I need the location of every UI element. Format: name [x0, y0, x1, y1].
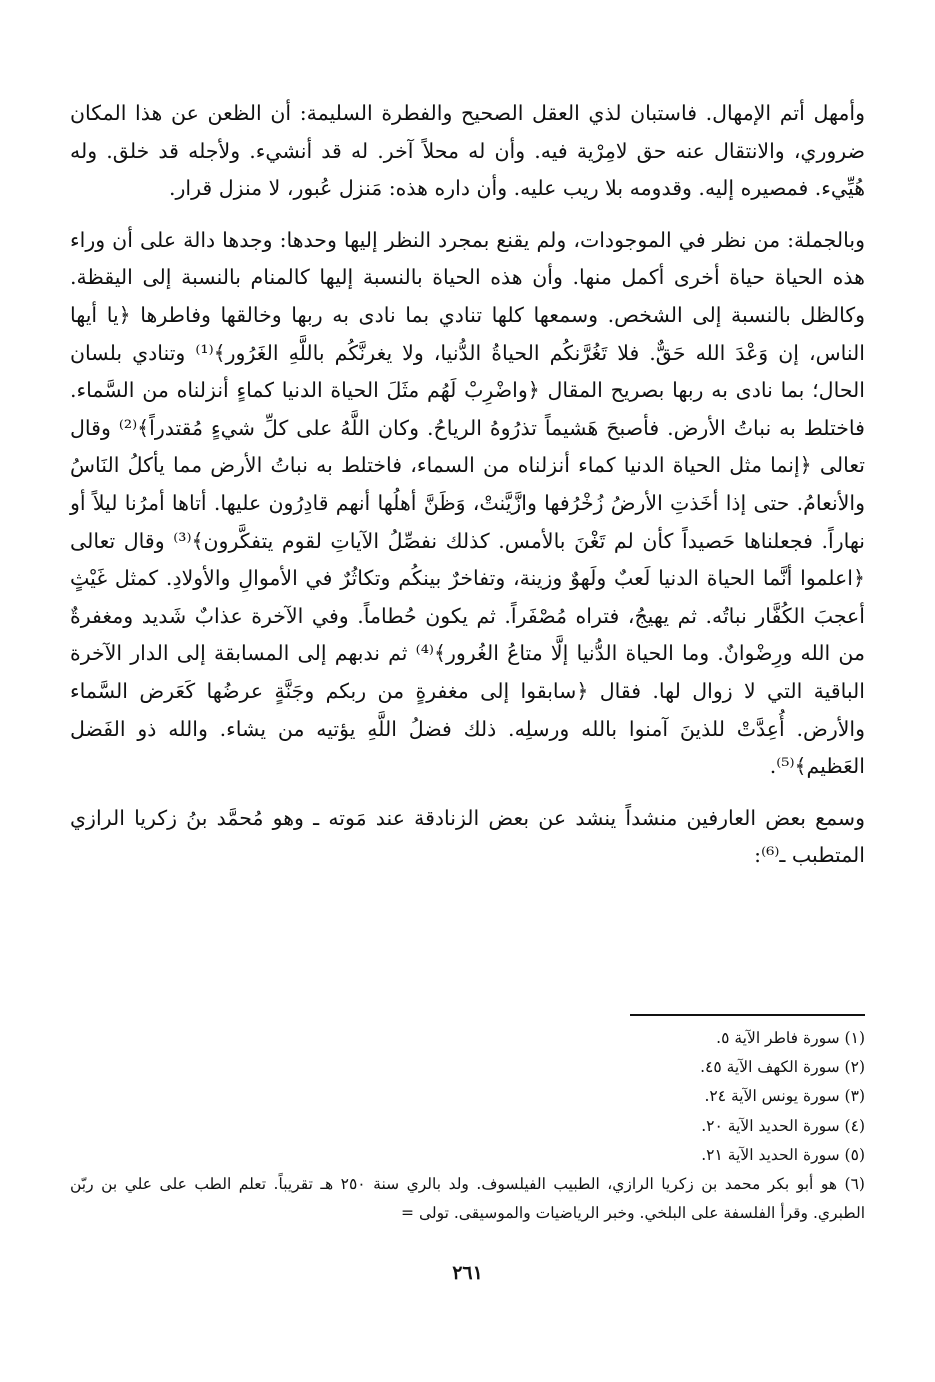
footnote-text: سورة يونس الآية ٢٤. [704, 1087, 840, 1106]
paragraph: وأمهل أتم الإمهال. فاستبان لذي العقل الصحيح والفطرة السليمة: أن الظعن عن هذا المكان ضروري، والانتقال عنه حق لامِرْية فيه. وأن له محلاً آخر. له قد أنشيء. ولأجله قد خلق. وله هُيِّيء. فمصيره إليه. وقدومه بلا ريب عليه. وأن داره هذه: مَنزل عُبور، لا منزل قرار. [70, 101, 865, 201]
footnote-item [70, 1170, 865, 1228]
footnote-text: هو أبو بكر محمد بن زكريا الرازي، الطبيب الفيلسوف. ولد بالري سنة ٢٥٠ هـ تقريباً. تعلم الطب على علي بن ربّن الطبري. وقرأ الفلسفة على البلخي. وخبر الرياضيات والموسيقى. تولى = [70, 1175, 865, 1223]
footnote-marker: (٣) [844, 1087, 865, 1106]
footnote-item [70, 1112, 865, 1141]
footnote-item [70, 1024, 865, 1053]
footnote-item [70, 1082, 865, 1111]
footnote-marker: (١) [844, 1029, 865, 1047]
footnote-marker: (٤) [844, 1116, 865, 1135]
footnote-item [70, 1053, 865, 1082]
footnote-text: سورة الكهف الآية ٤٥. [700, 1058, 840, 1077]
paragraph: وسمع بعض العارفين منشداً ينشد عن بعض الزنادقة عند مَوته ـ وهو مُحمَّد بنُ زكريا الرازي المتطبب ـ⁽⁶⁾: [70, 805, 865, 868]
paragraph: وبالجملة: من نظر في الموجودات، ولم يقنع بمجرد النظر إليها وحدها: وجدها دالة على أن وراء هذه الحياة حياة أخرى أكمل منها. وأن هذه الحياة بالنسبة إليها كالمنام بالنسبة إلى اليقظة. وكالظل بالنسبة إلى الشخص. وسمعها كلها تنادي بما نادى به ربها وخالقها وفاطرها ﴿يا أيها الناس، إن وَعْدَ الله حَقٌّ. فلا تَغُرَّنكُم الحياةُ الدُّنيا، ولا يغرنَّكُم باللَّهِ الغَرُور﴾⁽¹⁾ وتنادي بلسان الحال؛ بما نادى به ربها بصريح المقال ﴿واضْرِبْ لَهُم مثَلَ الحياة الدنيا كماءٍ أنزلناه من السَّماء. فاختلط به نباتُ الأرض. فأصبحَ هَشيماً تذرُوهُ الرياحُ. وكان اللَّهُ على كلِّ شيءٍ مُقتدراً﴾⁽²⁾ وقال تعالى ﴿إنما مثل الحياة الدنيا كماء أنزلناه من السماء، فاختلط به نباتُ الأرض مما يأكلُ النَاسُ والأنعامُ. حتى إذا أخَذتِ الأرضُ زُخْرُفها وازَّيَّنتْ، وَظَنَّ أهلُها أنهم قادِرُون عليها. أتاها أمرُنا ليلاً أو نهاراً. فجعلناها حَصيداً كأن لم تَغْنَ بالأمس. كذلك نفصِّلُ الآياتِ لقوم يتفكَّرون﴾⁽³⁾ وقال تعالى ﴿اعلموا أنَّما الحياة الدنيا لَعبٌ ولَهوٌ وزينة، وتفاخرٌ بينكُم وتكاثُرٌ في الأموالِ والأولادِ. كمثل غَيْثٍ أعجبَ الكُفَّار نباتُه. ثم يهيجُ، فتراه مُصْفَراً. ثم يكون حُطاماً. وفي الآخرة عذابٌ شَديد ومغفرةٌ من الله ورِضْوانٌ. وما الحياة الدُّنيا إلَّا متاعُ الغُرور﴾⁽⁴⁾ ثم ندبهم إلى المسابقة إلى الدار الآخرة الباقية التي لا زوال لها. فقال ﴿سابقوا إلى مغفرةٍ من ربكم وجَنَّةٍ عرضُها كَعَرض السَّماء والأرض. أُعِدَّتْ للذينَ آمنوا بالله ورسلِه. ذلك فضلُ اللَّهِ يؤتيه من يشاء. والله ذو الفَضل العَظيم﴾⁽⁵⁾. [70, 227, 865, 779]
footnote-text: سورة فاطر الآية ٥. [716, 1029, 840, 1047]
main-text [70, 95, 865, 875]
footnote-marker: (٦) [844, 1175, 865, 1194]
footnote-text: سورة الحديد الآية ٢١. [701, 1145, 840, 1164]
footnote-marker: (٢) [844, 1058, 865, 1077]
footnote-text: سورة الحديد الآية ٢٠. [701, 1116, 840, 1135]
footnote-divider [630, 1014, 865, 1016]
footnote-item [70, 1141, 865, 1170]
footnotes-list [70, 1024, 865, 1228]
page-number: ٢٦١ [452, 1262, 483, 1284]
footnote-marker: (٥) [844, 1145, 865, 1164]
